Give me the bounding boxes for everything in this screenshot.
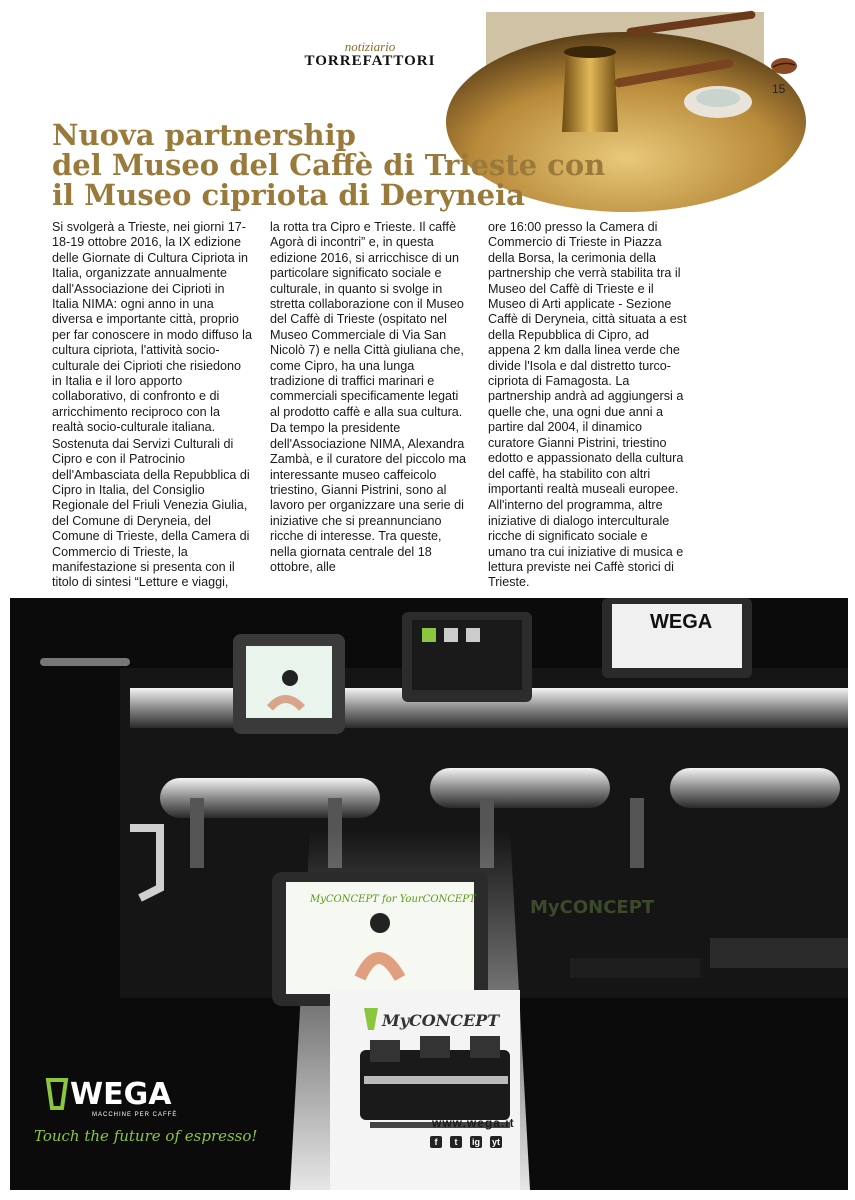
article-column-1	[52, 220, 252, 592]
headline-line-3: il Museo cipriota di Deryneia	[52, 178, 525, 212]
paragraph: Sostenuta dai Servizi Culturali di Cipro e con il Patrocinio dell'Ambasciata della Repubblica di Cipro in Italia, del Consiglio Regionale del Friuli Venezia Giulia, del Comune di Deryneia, del Comune di Trieste, della Camera di Commercio di Trieste, la manifestazione si presenta con il titolo di sintesi “Letture e viaggi,	[52, 436, 250, 590]
ad-tagline: Touch the future of espresso!	[34, 1127, 258, 1145]
masthead	[300, 40, 440, 70]
paragraph: ore 16:00 presso la Camera di Commercio di Trieste in Piazza della Borsa, la cerimonia della partnership che verrà stabilita tra il Museo del Caffè di Trieste e il Museo di Arti applicate - Sezione Caffè di Deryneia, città situata a est della Repubblica di Cipro, ad appena 2 km dalla linea verde che divide l'Isola e dal distretto turco-cipriota di Famagosta. La partnership andrà ad aggiungersi a quelle che, una ogni due anni a partire dal 2004, il dinamico curatore Gianni Pistrini, triestino edotto e appassionato della cultura del caffè, ha stabilito con altri importanti realtà museali europee.	[488, 220, 687, 496]
machine-label: MyCONCEPT	[530, 897, 655, 918]
paragraph: Si svolgerà a Trieste, nei giorni 17-18-19 ottobre 2016, la IX edizione delle Giornate di Cultura Cipriota in Italia, organizzate annualmente dall'Associazione dei Ciprioti in Italia NIMA: ogni anno in una diversa e importante città, proprio per far conoscere in modo diffuso la cultura cipriota, l'attività socio-culturale dei Ciprioti che risiedono in Italia e il loro apporto collaborativo, di confronto e di arricchimento reciproco con la realtà socio-culturale italiana.	[52, 220, 252, 435]
pack-logo-text: MyCONCEPT	[382, 1011, 500, 1030]
facebook-icon: f	[430, 1136, 442, 1148]
website-url: www.wega.it	[432, 1116, 515, 1130]
machine-thumbnail	[330, 1030, 520, 1150]
article-column-2	[270, 220, 470, 576]
screen-text: MyCONCEPT for YourCONCEPT	[310, 894, 476, 905]
coffee-bean-icon	[770, 57, 798, 75]
masthead-title: TORREFATTORI	[304, 53, 436, 69]
wega-logo	[44, 1072, 194, 1116]
twitter-icon: t	[450, 1136, 462, 1148]
instagram-icon: ig	[472, 1137, 480, 1147]
paragraph: Da tempo la presidente dell'Associazione NIMA, Alexandra Zambà, e il curatore del piccolo ma interessante museo caffeicolo triestino, Gianni Pistrini, sono al lavoro per organizzare una serie di iniziative che si preannunciano ricche di interesse. Tra queste, nella giornata centrale del 18 ottobre, alle	[270, 421, 466, 574]
headline-line-2: del Museo del Caffè di Trieste con	[52, 148, 606, 182]
masthead-small: notiziario	[344, 39, 396, 54]
svg-text:WEGA: WEGA	[650, 611, 713, 633]
headline-line-1: Nuova partnership	[52, 118, 356, 152]
page-number: 15	[772, 82, 786, 96]
wega-logo-text: WEGA	[70, 1077, 172, 1112]
youtube-icon: yt	[491, 1137, 500, 1147]
social-icons	[430, 1136, 502, 1148]
wega-subtitle: MACCHINE PER CAFFÈ	[92, 1112, 178, 1118]
article-headline	[52, 120, 672, 210]
paragraph: la rotta tra Cipro e Trieste. Il caffè Agorà di incontri” e, in questa edizione 2016, si arricchisce di un particolare significato sociale e culturale, in quanto si svolge in stretta collaborazione con il Museo del Caffè di Trieste (ospitato nel Museo Commerciale di Via San Nicolò 7) e nella Città giuliana che, come Cipro, ha una lunga tradizione di traffici marinari e commerciali specificamente legati al prodotto caffè e alla sua cultura.	[270, 220, 464, 419]
paragraph: All'interno del programma, altre iniziative di dialogo interculturale ricche di significato sociale e umano tra cui iniziative di musica e lettura previste nei Caffè storici di Trieste.	[488, 498, 684, 590]
article-column-3	[488, 220, 688, 592]
myconcept-logo	[362, 1002, 500, 1036]
